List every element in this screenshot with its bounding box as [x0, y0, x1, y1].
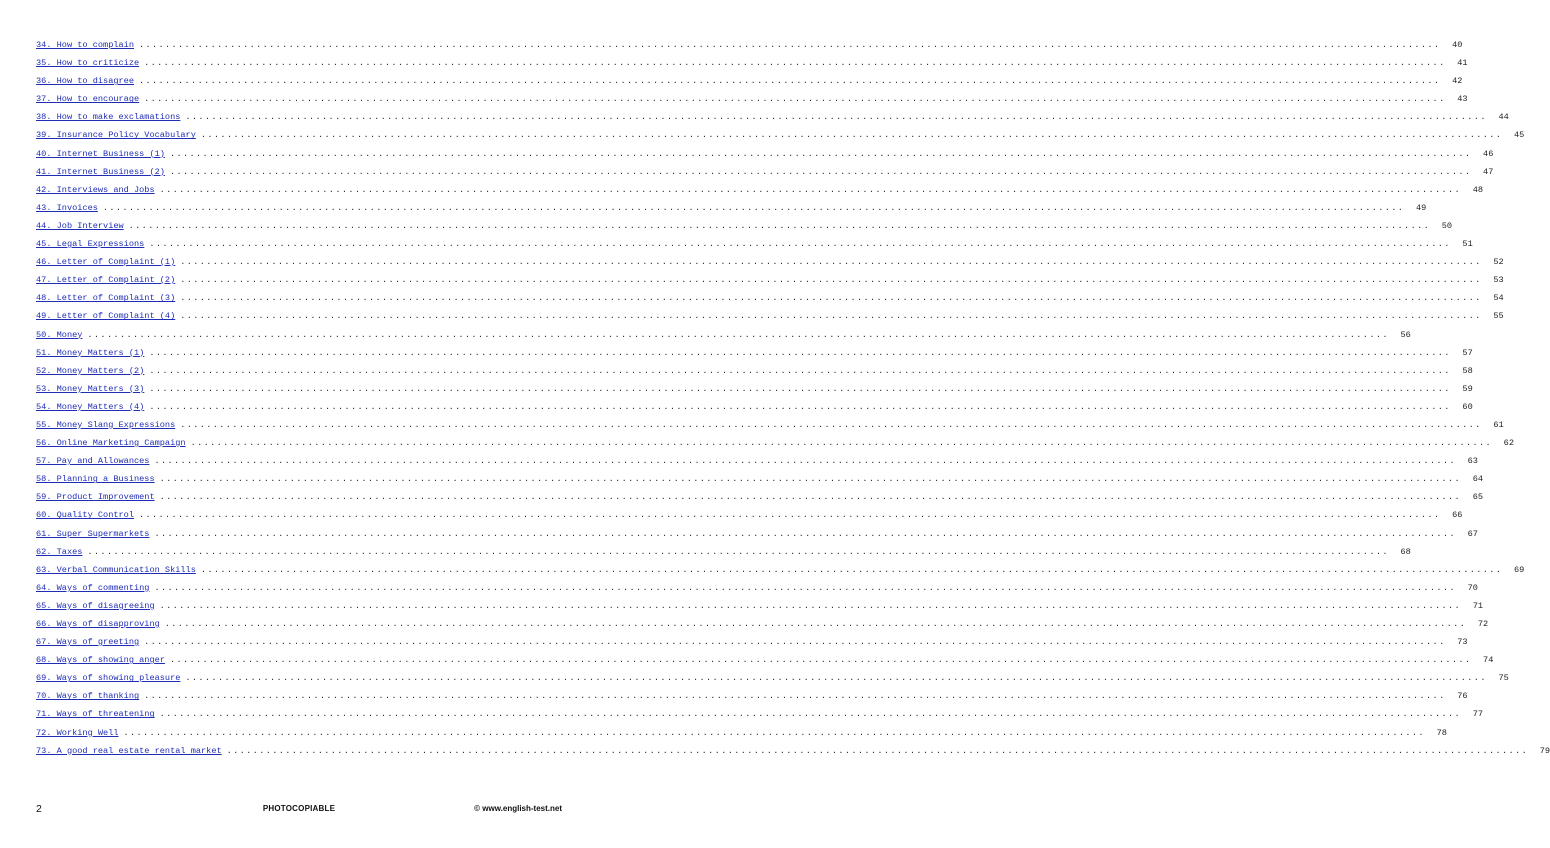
toc-dot-leader: ........................................................................................................................................................................................................ [185, 673, 1487, 684]
toc-entry-link[interactable]: 44. Job Interview [36, 220, 124, 231]
toc-entry-page-number: 42 [1452, 76, 1463, 87]
toc-dot-leader: ........................................................................................................................................................................................................ [164, 619, 1467, 629]
toc-entry-page-number: 78 [1436, 727, 1447, 738]
toc-entry-page-number: 49 [1415, 202, 1427, 213]
toc-entry [36, 546, 1411, 565]
toc-entry-link[interactable]: 50. Money [36, 329, 83, 340]
toc-entry-page-number: 58 [1462, 365, 1473, 376]
toc-dot-leader: ........................................................................................................................................................................................................ [185, 112, 1487, 123]
toc-entry [36, 745, 1550, 764]
toc-entry-page-number: 76 [1457, 691, 1468, 702]
toc-entry [36, 202, 1427, 221]
toc-dot-leader: ........................................................................................................................................................................................................ [159, 600, 1462, 611]
toc-entry [36, 510, 1463, 528]
toc-entry-link[interactable]: 42. Interviews and Jobs [36, 184, 155, 195]
toc-dot-leader: ........................................................................................................................................................................................................ [180, 419, 1482, 430]
toc-entry [36, 347, 1473, 366]
toc-entry [36, 528, 1478, 547]
toc-entry [36, 293, 1504, 311]
toc-entry-link[interactable]: 64. Ways of commenting [36, 582, 150, 593]
toc-entry-link[interactable]: 52. Money Matters (2) [36, 365, 145, 376]
toc-entry [36, 184, 1484, 203]
toc-entry-page-number: 43 [1457, 94, 1468, 105]
toc-dot-leader: ........................................................................................................................................................................................................ [154, 528, 1456, 539]
toc-dot-leader: ........................................................................................................................................................................................................ [226, 745, 1529, 756]
toc-entry-link[interactable]: 49. Letter of Complaint (4) [36, 311, 176, 322]
toc-entry-page-number: 70 [1467, 582, 1478, 593]
toc-dot-leader: ........................................................................................................................................................................................................ [87, 329, 1389, 340]
toc-entry [36, 564, 1525, 583]
toc-entry-link[interactable]: 69. Ways of showing pleasure [36, 673, 181, 684]
toc-entry-page-number: 63 [1467, 456, 1478, 467]
toc-entry-link[interactable]: 43. Invoices [36, 202, 98, 213]
footer-photocopiable: PHOTOCOPIABLE [262, 804, 336, 813]
toc-entry [36, 112, 1509, 130]
toc-entry [36, 311, 1504, 329]
toc-entry-page-number: 45 [1513, 130, 1525, 141]
toc-dot-leader: ........................................................................................................................................................................................................ [169, 148, 1472, 159]
toc-entry [36, 582, 1478, 601]
toc-entry [36, 474, 1484, 492]
toc-entry-page-number: 69 [1513, 564, 1525, 575]
toc-entry-link[interactable]: 48. Letter of Complaint (3) [36, 293, 176, 304]
toc-dot-leader: ........................................................................................................................................................................................................ [144, 637, 1446, 648]
toc-dot-leader: ........................................................................................................................................................................................................ [149, 383, 1451, 394]
toc-entry-link[interactable]: 58. Planning a Business [36, 474, 155, 485]
toc-entry-page-number: 77 [1472, 709, 1484, 720]
toc-entry-link[interactable]: 45. Legal Expressions [36, 239, 145, 250]
toc-entry [36, 365, 1473, 384]
toc-entry-link[interactable]: 62. Taxes [36, 546, 83, 557]
toc-dot-leader: ........................................................................................................................................................................................................ [149, 401, 1451, 412]
toc-entry-link[interactable]: 57. Pay and Allowances [36, 456, 150, 467]
toc-entry-page-number: 65 [1472, 492, 1484, 503]
toc-dot-leader: ........................................................................................................................................................................................................ [180, 275, 1482, 286]
toc-entry-link[interactable]: 53. Money Matters (3) [36, 383, 145, 394]
toc-entry-link[interactable]: 46. Letter of Complaint (1) [36, 257, 176, 268]
toc-entry [36, 456, 1478, 474]
toc-entry-link[interactable]: 56. Online Marketing Campaign [36, 438, 186, 449]
toc-entry-link[interactable]: 47. Letter of Complaint (2) [36, 275, 176, 286]
toc-entry-link[interactable]: 61. Super Supermarkets [36, 528, 150, 539]
toc-entry-page-number: 74 [1483, 655, 1494, 666]
toc-entry-page-number: 53 [1493, 275, 1504, 286]
toc-dot-leader: ........................................................................................................................................................................................................ [123, 727, 1425, 738]
toc-dot-leader: ........................................................................................................................................................................................................ [87, 546, 1389, 557]
toc-dot-leader: ........................................................................................................................................................................................................ [159, 492, 1462, 503]
toc-dot-leader: ........................................................................................................................................................................................................ [144, 94, 1446, 105]
toc-dot-leader: ........................................................................................................................................................................................................ [169, 166, 1472, 177]
toc-entry-page-number: 51 [1462, 239, 1473, 250]
toc-entry [36, 383, 1473, 402]
footer-copyright: © www.english-test.net [474, 804, 562, 813]
toc-dot-leader: ........................................................................................................................................................................................................ [180, 257, 1482, 268]
toc-dot-leader: ........................................................................................................................................................................................................ [154, 456, 1456, 467]
toc-entry [36, 727, 1447, 746]
toc-entry [36, 148, 1494, 167]
toc-entry [36, 130, 1525, 148]
toc-entry-page-number: 61 [1493, 419, 1504, 430]
toc-entry [36, 637, 1468, 655]
toc-entry [36, 619, 1489, 637]
toc-entry-link[interactable]: 70. Ways of thanking [36, 691, 140, 702]
toc-entry [36, 492, 1484, 510]
toc-dot-leader: ........................................................................................................................................................................................................ [139, 76, 1441, 87]
toc-entry-link[interactable]: 66. Ways of disapproving [36, 619, 160, 629]
toc-entry [36, 239, 1473, 257]
toc-entry-link[interactable]: 67. Ways of greeting [36, 637, 140, 648]
toc-entry-link[interactable]: 55. Money Slang Expressions [36, 419, 176, 430]
toc-entry [36, 709, 1484, 727]
toc-entry-link[interactable]: 35. How to criticize [36, 58, 140, 69]
toc-entry-page-number: 79 [1539, 745, 1550, 756]
toc-entry-page-number: 56 [1400, 329, 1411, 340]
toc-entry [36, 166, 1494, 185]
toc-dot-leader: ........................................................................................................................................................................................................ [159, 474, 1462, 485]
toc-entry-link[interactable]: 68. Ways of showing anger [36, 655, 165, 666]
toc-dot-leader: ........................................................................................................................................................................................................ [154, 582, 1456, 593]
toc-entry-page-number: 48 [1472, 184, 1484, 195]
toc-entry-link[interactable]: 63. Verbal Communication Skills [36, 564, 196, 575]
toc-dot-leader: ........................................................................................................................................................................................................ [200, 564, 1503, 575]
toc-entry-page-number: 73 [1457, 637, 1468, 648]
toc-entry [36, 58, 1468, 76]
toc-entry-link[interactable]: 41. Internet Business (2) [36, 166, 165, 177]
toc-entry-page-number: 62 [1503, 438, 1514, 449]
toc-entry-link[interactable]: 40. Internet Business (1) [36, 148, 165, 159]
toc-entry [36, 655, 1494, 673]
toc-entry-link[interactable]: 60. Quality Control [36, 510, 134, 521]
toc-entry-page-number: 75 [1498, 673, 1509, 684]
toc-entry [36, 275, 1504, 293]
toc-dot-leader: ........................................................................................................................................................................................................ [149, 365, 1451, 376]
toc-entry-page-number: 52 [1493, 257, 1504, 268]
footer-page-number: 2 [36, 803, 42, 815]
toc-dot-leader: ........................................................................................................................................................................................................ [144, 691, 1446, 702]
toc-entry-page-number: 47 [1483, 166, 1494, 177]
toc-entry-page-number: 68 [1400, 546, 1411, 557]
toc-entry-page-number: 55 [1493, 311, 1504, 322]
toc-entry-link[interactable]: 59. Product Improvement [36, 492, 155, 503]
page-footer [36, 803, 562, 817]
toc-entry-link[interactable]: 71. Ways of threatening [36, 709, 155, 720]
toc-entry [36, 94, 1468, 112]
toc-entry-page-number: 66 [1452, 510, 1463, 521]
toc-entry-link[interactable]: 72. Working Well [36, 727, 119, 738]
toc-entry-page-number: 59 [1462, 383, 1473, 394]
toc-dot-leader: ........................................................................................................................................................................................................ [200, 130, 1503, 141]
toc-entry-page-number: 50 [1441, 220, 1453, 231]
toc-entry-link[interactable]: 54. Money Matters (4) [36, 401, 145, 412]
toc-entry-page-number: 64 [1472, 474, 1484, 485]
toc-entry-page-number: 41 [1457, 58, 1468, 69]
toc-dot-leader: ........................................................................................................................................................................................................ [149, 239, 1451, 250]
toc-entry-page-number: 71 [1472, 600, 1484, 611]
toc-entry [36, 419, 1504, 438]
toc-entry-link[interactable]: 37. How to encourage [36, 94, 140, 105]
toc-dot-leader: ........................................................................................................................................................................................................ [169, 655, 1472, 666]
toc-entry [36, 438, 1514, 456]
toc-dot-leader: ........................................................................................................................................................................................................ [159, 709, 1462, 720]
toc-entry [36, 401, 1473, 420]
toc-entry-link[interactable]: 65. Ways of disagreeing [36, 600, 155, 611]
toc-entry-page-number: 57 [1462, 347, 1473, 358]
toc-entry [36, 600, 1484, 619]
toc-dot-leader: ........................................................................................................................................................................................................ [144, 58, 1446, 69]
toc-entry-link[interactable]: 39. Insurance Policy Vocabulary [36, 130, 196, 141]
toc-entry-page-number: 46 [1483, 148, 1494, 159]
toc-dot-leader: ........................................................................................................................................................................................................ [159, 184, 1462, 195]
toc-entry [36, 691, 1468, 709]
toc-entry-link[interactable]: 38. How to make exclamations [36, 112, 181, 123]
toc-entry-page-number: 44 [1498, 112, 1509, 123]
toc-entry-link[interactable]: 73. A good real estate rental market [36, 745, 222, 756]
toc-entry [36, 329, 1411, 348]
toc-entry [36, 220, 1453, 239]
toc-entry-page-number: 40 [1452, 40, 1463, 50]
toc-dot-leader: ........................................................................................................................................................................................................ [139, 510, 1441, 521]
toc-dot-leader: ........................................................................................................................................................................................................ [128, 220, 1431, 231]
toc-dot-leader: ........................................................................................................................................................................................................ [190, 438, 1492, 449]
toc-entry [36, 673, 1509, 691]
toc-entry-link[interactable]: 51. Money Matters (1) [36, 347, 145, 358]
toc-entry-page-number: 67 [1467, 528, 1478, 539]
toc-entry-page-number: 60 [1462, 401, 1473, 412]
toc-dot-leader: ........................................................................................................................................................................................................ [102, 202, 1405, 213]
toc-entry [36, 40, 1463, 58]
toc-entry-page-number: 54 [1493, 293, 1504, 304]
toc-entry-link[interactable]: 34. How to complain [36, 40, 134, 50]
toc-entry-page-number: 72 [1477, 619, 1489, 629]
toc-entry [36, 257, 1504, 275]
toc-dot-leader: ........................................................................................................................................................................................................ [180, 293, 1482, 304]
toc-entry-link[interactable]: 36. How to disagree [36, 76, 134, 87]
toc-dot-leader: ........................................................................................................................................................................................................ [180, 311, 1482, 322]
table-of-contents [36, 40, 1550, 764]
toc-entry [36, 76, 1463, 94]
toc-dot-leader: ........................................................................................................................................................................................................ [139, 40, 1441, 50]
toc-dot-leader: ........................................................................................................................................................................................................ [149, 347, 1451, 358]
